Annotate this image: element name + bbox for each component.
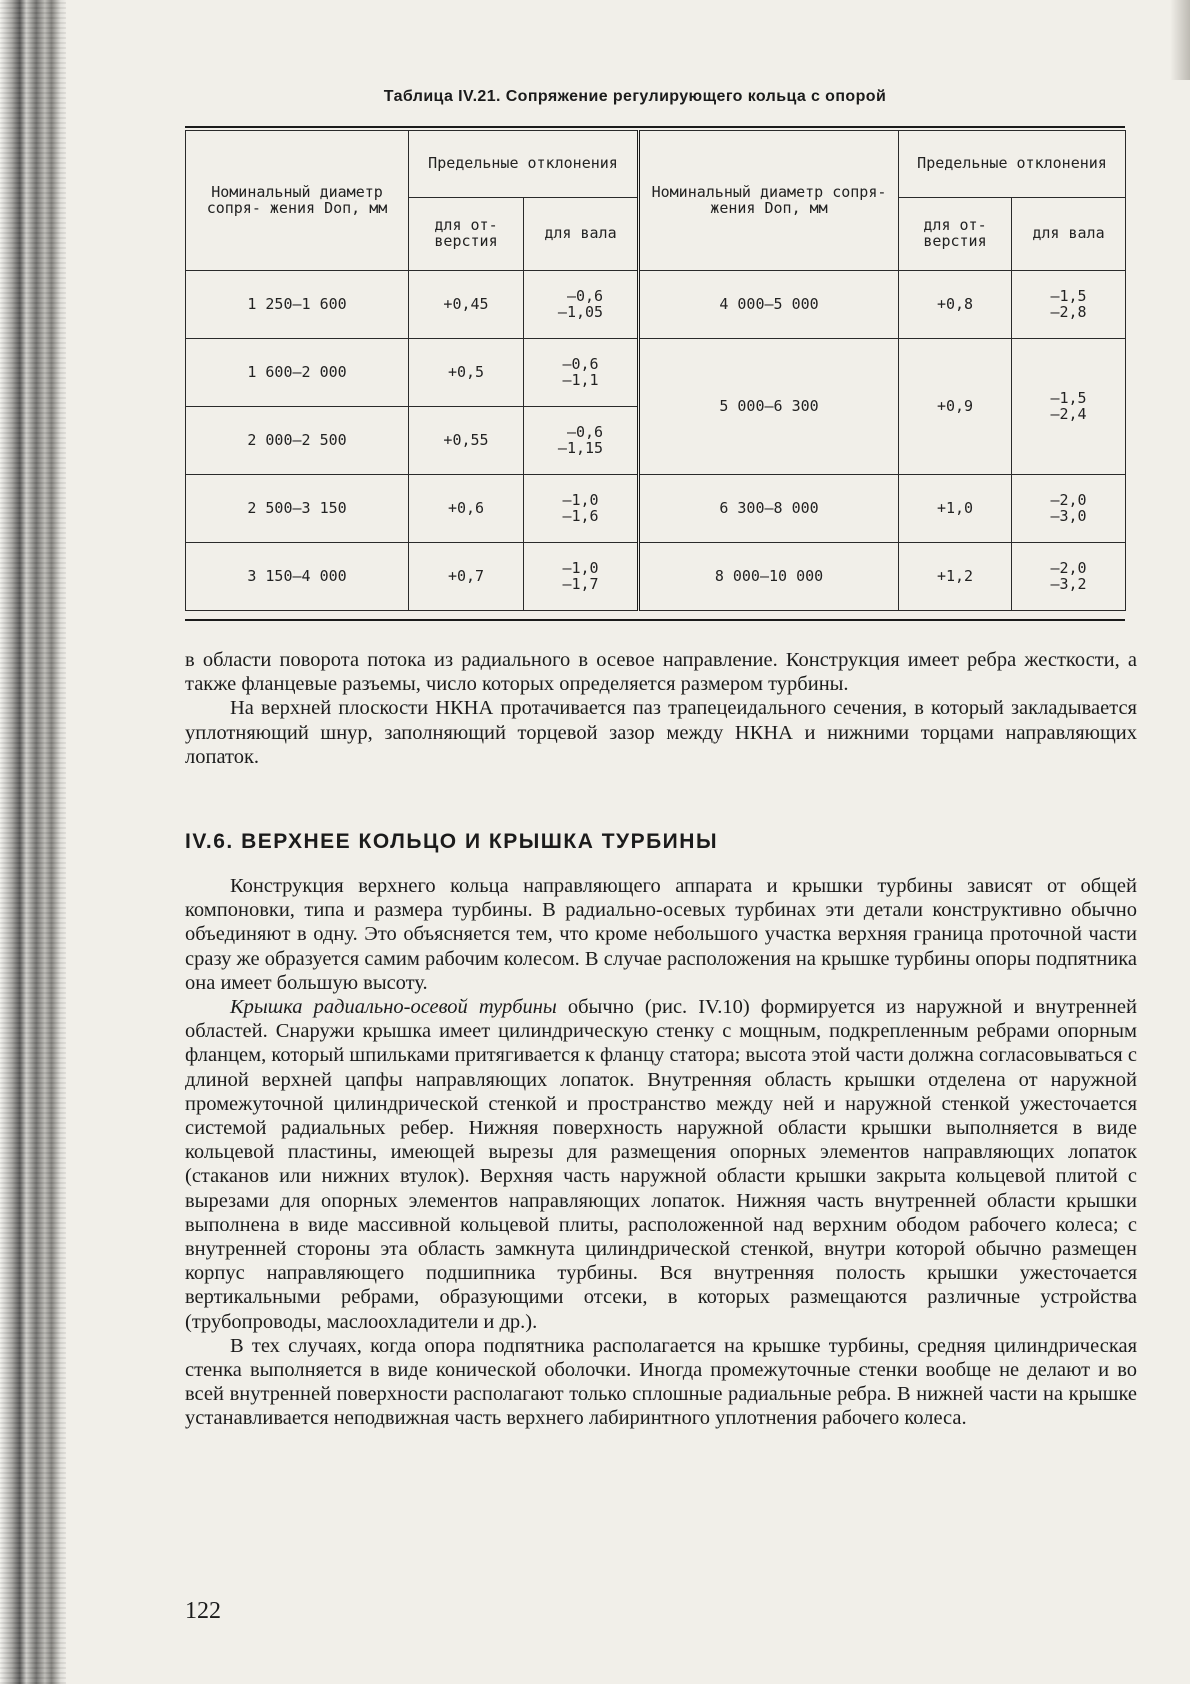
paragraph: На верхней плоскости НКНА протачивается паз трапецеидального сечения, в который закладывается уплотняющий шнур, заполняющий торцевой зазор между НКНА и нижними торцами направляющих лопаток. (185, 697, 1137, 768)
cell-range: 2 500—3 150 (186, 475, 409, 543)
cell-range: 3 150—4 000 (186, 543, 409, 611)
body-text-bottom (185, 874, 1137, 1431)
cell-range: 4 000—5 000 (639, 271, 899, 339)
cell-shaft: —1,0 —1,6 (524, 475, 639, 543)
cell-shaft: —2,0 —3,0 (1012, 475, 1126, 543)
section-heading: IV.6. ВЕРХНЕЕ КОЛЬЦО И КРЫШКА ТУРБИНЫ (185, 830, 719, 853)
header-hole-right: для от- верстия (899, 198, 1012, 271)
page-corner-shadow (1170, 0, 1190, 80)
cell-shaft: —1,5 —2,8 (1012, 271, 1126, 339)
body-text-top (185, 648, 1137, 769)
header-limits-left: Предельные отклонения (409, 131, 639, 198)
header-shaft-right: для вала (1012, 198, 1126, 271)
paragraph: в области поворота потока из радиального в осевое направление. Конструкция имеет ребра жесткости, а также фланцевые разъемы, число которых определяется размером турбины. (185, 649, 1137, 696)
header-shaft-left: для вала (524, 198, 639, 271)
cell-hole: +0,45 (409, 271, 524, 339)
cell-shaft: —2,0 —3,2 (1012, 543, 1126, 611)
tolerance-table (185, 130, 1126, 611)
book-binding-shadow (0, 0, 66, 1684)
cell-hole: +0,5 (409, 339, 524, 407)
cell-hole: +0,55 (409, 407, 524, 475)
header-limits-right: Предельные отклонения (899, 131, 1126, 198)
cell-shaft: —0,6 —1,05 (524, 271, 639, 339)
table-top-rule (185, 126, 1125, 128)
cell-range: 2 000—2 500 (186, 407, 409, 475)
page-number: 122 (185, 1598, 221, 1624)
cell-hole: +0,8 (899, 271, 1012, 339)
header-nominal-left: Номинальный диаметр сопря- жения Dоп, мм (186, 131, 409, 271)
paragraph (185, 995, 1137, 1334)
cell-range: 6 300—8 000 (639, 475, 899, 543)
cell-hole: +0,7 (409, 543, 524, 611)
cell-hole: +1,2 (899, 543, 1012, 611)
paragraph-text: обычно (рис. IV.10) формируется из наружной и внутренней областей. Снаружи крышка имеет цилиндрическую стенку с мощным, подкрепленным ребрами опорным фланцем, который шпильками притягивается к фланцу статора; высота этой части должна согласовываться с длиной верхней цапфы направляющих лопаток. Внутренняя область крышки отделена от наружной промежуточной цилиндрической стенкой и пространство между ней и наружной стенкой ужесточается системой радиальных ребер. Нижняя поверхность наружной области крышки выполняется в виде кольцевой пластины, имеющей вырезы для размещения опорных элементов направляющих лопаток (стаканов или нижних втулок). Верхняя часть наружной области крышки закрыта кольцевой плитой с вырезами для опорных элементов направляющих лопаток. Нижняя часть внутренней области крышки выполнена в виде массивной кольцевой плиты, расположенной над верхним ободом рабочего колеса; с внутренней стороны эта область замкнута цилиндрической стенкой, внутри которой обычно размещен корпус направляющего подшипника турбины. Вся внутренняя полость крышки ужесточается вертикальными ребрами, образующими отсеки, в которых размещаются различные устройства (трубопроводы, маслоохладители и др.). (185, 996, 1137, 1333)
cell-range: 5 000—6 300 (639, 339, 899, 475)
cell-range: 1 600—2 000 (186, 339, 409, 407)
cell-range: 8 000—10 000 (639, 543, 899, 611)
header-hole-left: для от- верстия (409, 198, 524, 271)
paragraph: Конструкция верхнего кольца направляющего аппарата и крышки турбины зависят от общей компоновки, типа и размера турбины. В радиально-осевых турбинах эти детали конструктивно обычно объединяют в одну. Это объясняется тем, что кроме небольшого участка верхняя граница проточной части сразу же образуется самим рабочим колесом. В случае расположения на крышке турбины опоры подпятника она имеет большую высоту. (185, 875, 1137, 994)
table-caption: Таблица IV.21. Сопряжение регулирующего кольца с опорой (383, 88, 887, 105)
cell-range: 1 250—1 600 (186, 271, 409, 339)
paragraph: В тех случаях, когда опора подпятника располагается на крышке турбины, средняя цилиндрическая стенка выполняется в виде конической оболочки. Иногда промежуточные стенки вообще не делают и во всей внутренней поверхности располагают только сплошные радиальные ребра. В нижней части на крышке устанавливается неподвижная часть верхнего лабиринтного уплотнения рабочего колеса. (185, 1334, 1137, 1430)
header-nominal-right: Номинальный диаметр сопря- жения Dоп, мм (639, 131, 899, 271)
cell-hole: +0,6 (409, 475, 524, 543)
cell-shaft: —1,5 —2,4 (1012, 339, 1126, 475)
cell-shaft: —1,0 —1,7 (524, 543, 639, 611)
cell-hole: +1,0 (899, 475, 1012, 543)
table-bottom-rule (185, 619, 1125, 621)
italic-term: Крышка радиально-осевой турбины (230, 996, 557, 1019)
cell-hole: +0,9 (899, 339, 1012, 475)
cell-shaft: —0,6 —1,15 (524, 407, 639, 475)
cell-shaft: —0,6 —1,1 (524, 339, 639, 407)
